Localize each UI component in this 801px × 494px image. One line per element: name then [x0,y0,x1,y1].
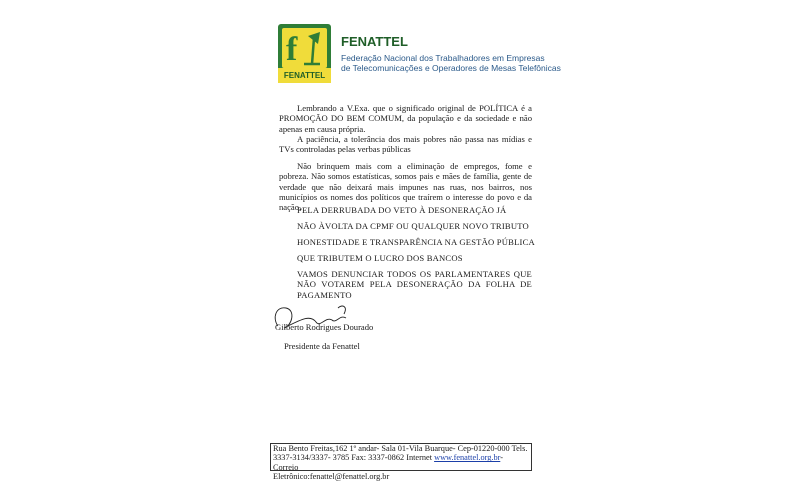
signatory-name: Gilberto Rodrigues Dourado [275,322,374,332]
svg-text:f: f [286,31,298,68]
footer-address-box: Rua Bento Freitas,162 1º andar- Sala 01-Vila Buarque- Cep-01220-000 Tels. 3337-3134/3337- 3785 Fax: 3337-0862 Internet www.fenattel.org.br- Correio Eletrônico:fenattel@fenattel.org.br [270,443,532,471]
demand-5: VAMOS DENUNCIAR TODOS OS PARLAMENTARES QUE NÃO VOTAREM PELA DESONERAÇÃO DA FOLHA DE PAGAMENTO [297,269,532,300]
paragraph-3: Não brinquem mais com a eliminação de empregos, fome e pobreza. Não somos estatísticas, somos pais e mães de família, gente de verdade que não deixará mais impunes nas ruas, nos bairros, nos municípios os nomes dos políticos que traírem o interesse do povo e da nação. [279,161,532,213]
demand-3: HONESTIDADE E TRANSPARÊNCIA NA GESTÃO PÚBLICA [297,237,535,247]
demand-2: NÃO ÀVOLTA DA CPMF OU QUALQUER NOVO TRIBUTO [297,221,529,231]
paragraph-2: A paciência, a tolerância dos mais pobres não passa nas mídias e TVs controladas pelas verbas públicas [279,134,532,155]
antenna-icon [282,28,327,68]
paragraph-1: Lembrando a V.Exa. que o significado original de POLÍTICA é a PROMOÇÃO DO BEM COMUM, da população e da sociedade e não apenas em causa própria. [279,103,532,134]
demand-4: QUE TRIBUTEM O LUCRO DOS BANCOS [297,253,463,263]
demand-1: PELA DERRUBADA DO VETO À DESONERAÇÃO JÁ [297,205,507,215]
website-link[interactable]: www.fenattel.org.br [434,453,501,463]
fenattel-logo [278,24,331,83]
org-name: FENATTEL [341,34,408,49]
org-subtitle: Federação Nacional dos Trabalhadores em Empresas de Telecomunicações e Operadores de Mesas Telefônicas [341,53,561,73]
logo-text: FENATTEL [278,68,331,83]
signatory-role: Presidente da Fenattel [284,341,360,351]
